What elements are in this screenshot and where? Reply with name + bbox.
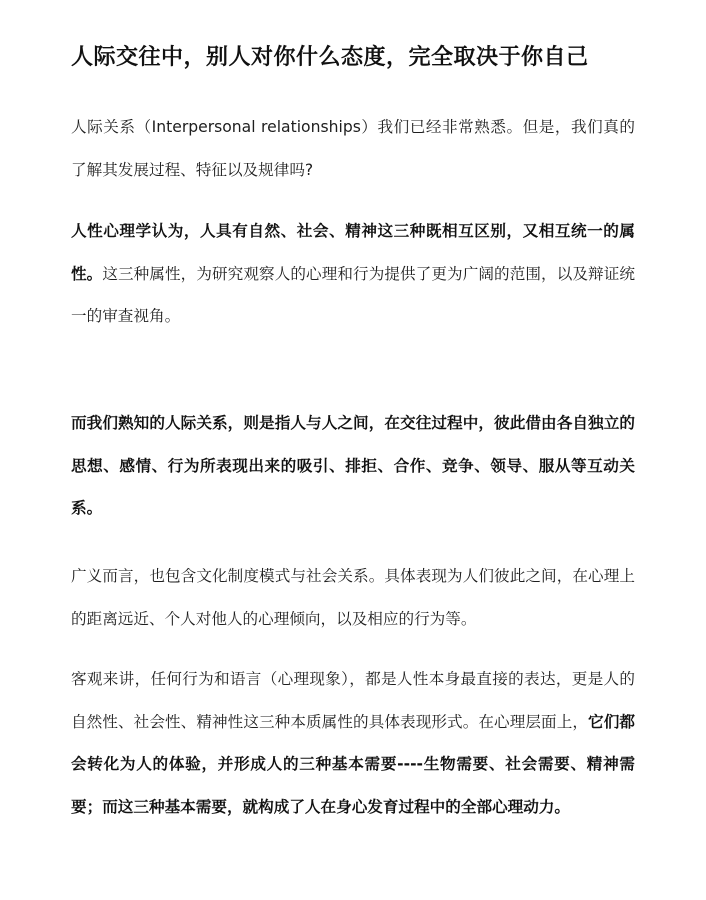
paragraph-objective xyxy=(71,658,635,828)
paragraph-broad-sense xyxy=(71,555,635,640)
paragraph-text: 这三种属性，为研究观察人的心理和行为提供了更为广阔的范围，以及辩证统一的审查视角。 xyxy=(71,264,635,325)
paragraph-emphasis: 人性心理学认为，人具有自然、社会、精神这三种既相互区别，又相互统一的属性。 xyxy=(71,222,635,283)
paragraph-emphasis: 它们都会转化为人的体验，并形成人的三种基本需要----生物需要、社会需要、精神需要；而这三种基本需要，就构成了人在身心发育过程中的全部心理动力。 xyxy=(71,712,635,816)
article-title: 人际交往中，别人对你什么态度，完全取决于你自己 xyxy=(71,45,589,70)
paragraph-human-nature xyxy=(71,210,635,338)
paragraph-definition xyxy=(71,402,635,530)
paragraph-text: 人际关系（Interpersonal relationships）我们已经非常熟悉。但是，我们真的了解其发展过程、特征以及规律吗? xyxy=(71,118,635,179)
paragraph-text: 客观来讲，任何行为和语言（心理现象），都是人性本身最直接的表达，更是人的自然性、社会性、精神性这三种本质属性的具体表现形式。在心理层面上， xyxy=(71,670,635,731)
paragraph-emphasis: 而我们熟知的人际关系，则是指人与人之间，在交往过程中，彼此借由各自独立的思想、感情、行为所表现出来的吸引、排拒、合作、竞争、领导、服从等互动关系。 xyxy=(71,414,635,517)
paragraph-intro xyxy=(71,106,635,191)
paragraph-text: 广义而言，也包含文化制度模式与社会关系。具体表现为人们彼此之间，在心理上的距离远近、个人对他人的心理倾向，以及相应的行为等。 xyxy=(71,567,635,628)
